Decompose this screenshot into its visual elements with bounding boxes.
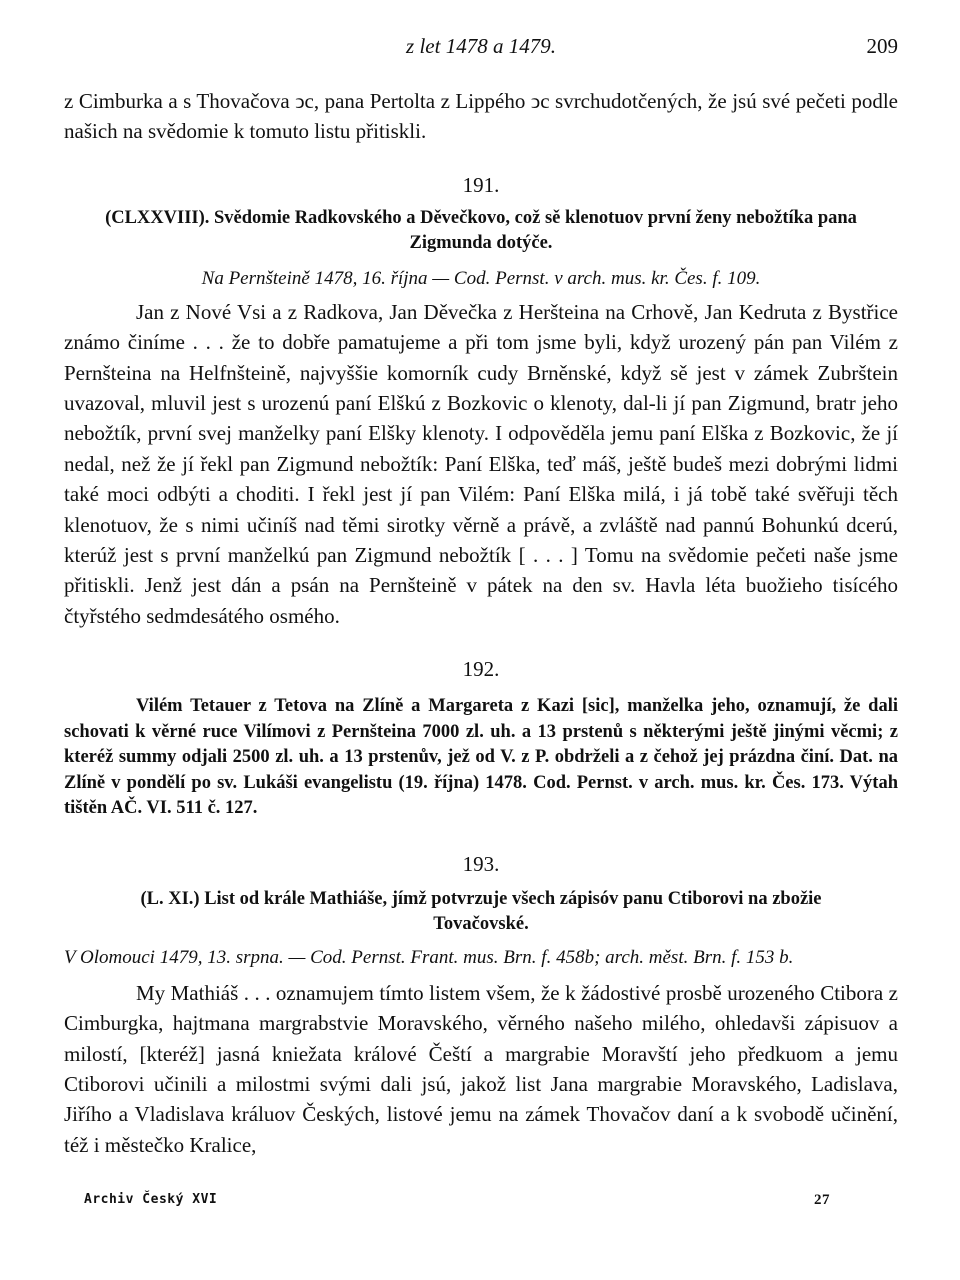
document-number-192: 192. xyxy=(462,657,500,682)
document-text-193: My Mathiáš . . . oznamujem tímto listem všem, že k žádostivé prosbě urozeného Ctibora z Cimburgka, hajtmana margrabstvie Moravského, věrného našeho milého, ohledavši zápisuov a milostí, [kteréž] jasná kniežata králové Čeští a margrabie Moravští jeho předkuom a jemu Ctiborovi učinili a milostmi svými dali jsú, jakož list Jana margrabie Moravského, Ladislava, Jiřího a Vladislava králuov Českých, listové jemu na zámek Thovačov daní a k svobodě učinění, též i městečko Kralice, xyxy=(64,980,898,1157)
page-footer xyxy=(84,1192,830,1207)
signature-mark: 27 xyxy=(814,1192,830,1208)
intro-paragraph: z Cimburka a s Thovačova ͻc, pana Pertolta z Lippého ͻc svrchudotčených, že jsú své pečeti podle našich na svědomie k tomuto listu přitiskli. xyxy=(64,89,898,144)
document-number-191: 191. xyxy=(462,172,500,197)
document-text-191: Jan z Nové Vsi a z Radkova, Jan Děvečka z Heršteina na Crhově, Jan Kedruta z Bystřice známo činíme . . . že to dobře pamatujeme a při tom jsme byli, když urozený pán pan Vilém z Pernšteina na Helfnšteině, najvyššie komorník cudy Brněnské, když sě jest v zámek Zubrštein uvazoval, mluvil jest s urozenú paní Elškú z Bozkovic o klenoty, dal-li jí pan Zigmund, bratr jeho nebožtík, první svej manželky paní Elšky klenoty. I odpověděla jemu paní Elška z Bozkovic, že jí nedal, než že jí řekl pan Zigmund nebožtík: Paní Elška, teď máš, ještě budeš mezi dobrými lidmi také moci odbýti a choditi. I řekl jest jí pan Vilém: Paní Elška milá, i já tobě také svěřuji těch klenotuov, že s nimi učiníš nad těmi sirotky věrně a právě, a zvláště nad pannú Bohunkú dcerú, kterúž jest s první manželkú pan Zigmund nebožtík [ . . . ] Tomu na svědomie pečeti naše jsme přitiskli. Jenž jest dán a psán na Pernšteině v pátek na den sv. Havla léta buožieho tisícého čtyřstého sedmdesátého osmého. xyxy=(64,299,898,628)
regest-193-line-1: (L. XI.) List od krále Mathiáše, jímž potvrzuje všech zápisóv panu Ctiborovi na zbožie xyxy=(140,888,822,909)
regest-193 xyxy=(64,887,898,938)
running-head xyxy=(64,34,898,64)
regest-191-line-1: (CLXXVIII). Svědomie Radkovského a Děvečkovo, což sě klenotuov první ženy nebožtíka pana xyxy=(105,207,857,228)
source-citation-193: V Olomouci 1479, 13. srpna. — Cod. Pernst. Frant. mus. Brn. f. 458b; arch. měst. Brn. f. 153 b. xyxy=(64,946,794,968)
regest-191-line-2: Zigmunda dotýče. xyxy=(409,233,553,254)
document-number-193: 193. xyxy=(462,851,500,876)
running-title: z let 1478 a 1479. xyxy=(406,34,556,58)
regest-192: Vilém Tetauer z Tetova na Zlíně a Margareta z Kazi [sic], manželka jeho, oznamují, že dali schovati k věrné ruce Vilímovi z Pernšteina 7000 zl. uh. a 13 prstenů s některými ještě jinými věcmi; z kteréž summy odjali 2500 zl. uh. a 13 prstenův, jež od V. z P. obdrželi a z čehož jej prázdna činí. Dat. na Zlíně v pondělí po sv. Lukáši evangelistu (19. října) 1478. Cod. Pernst. v arch. mus. kr. Čes. 173. Výtah tištěn AČ. VI. 511 č. 127. xyxy=(64,696,898,819)
regest-193-line-2: Tovačovské. xyxy=(433,914,529,935)
source-citation-191: Na Pernšteině 1478, 16. října — Cod. Pernst. v arch. mus. kr. Čes. f. 109. xyxy=(201,267,761,289)
page-number: 209 xyxy=(866,34,898,58)
series-title: Archiv Český XVI xyxy=(84,1192,218,1207)
regest-191 xyxy=(64,206,898,257)
